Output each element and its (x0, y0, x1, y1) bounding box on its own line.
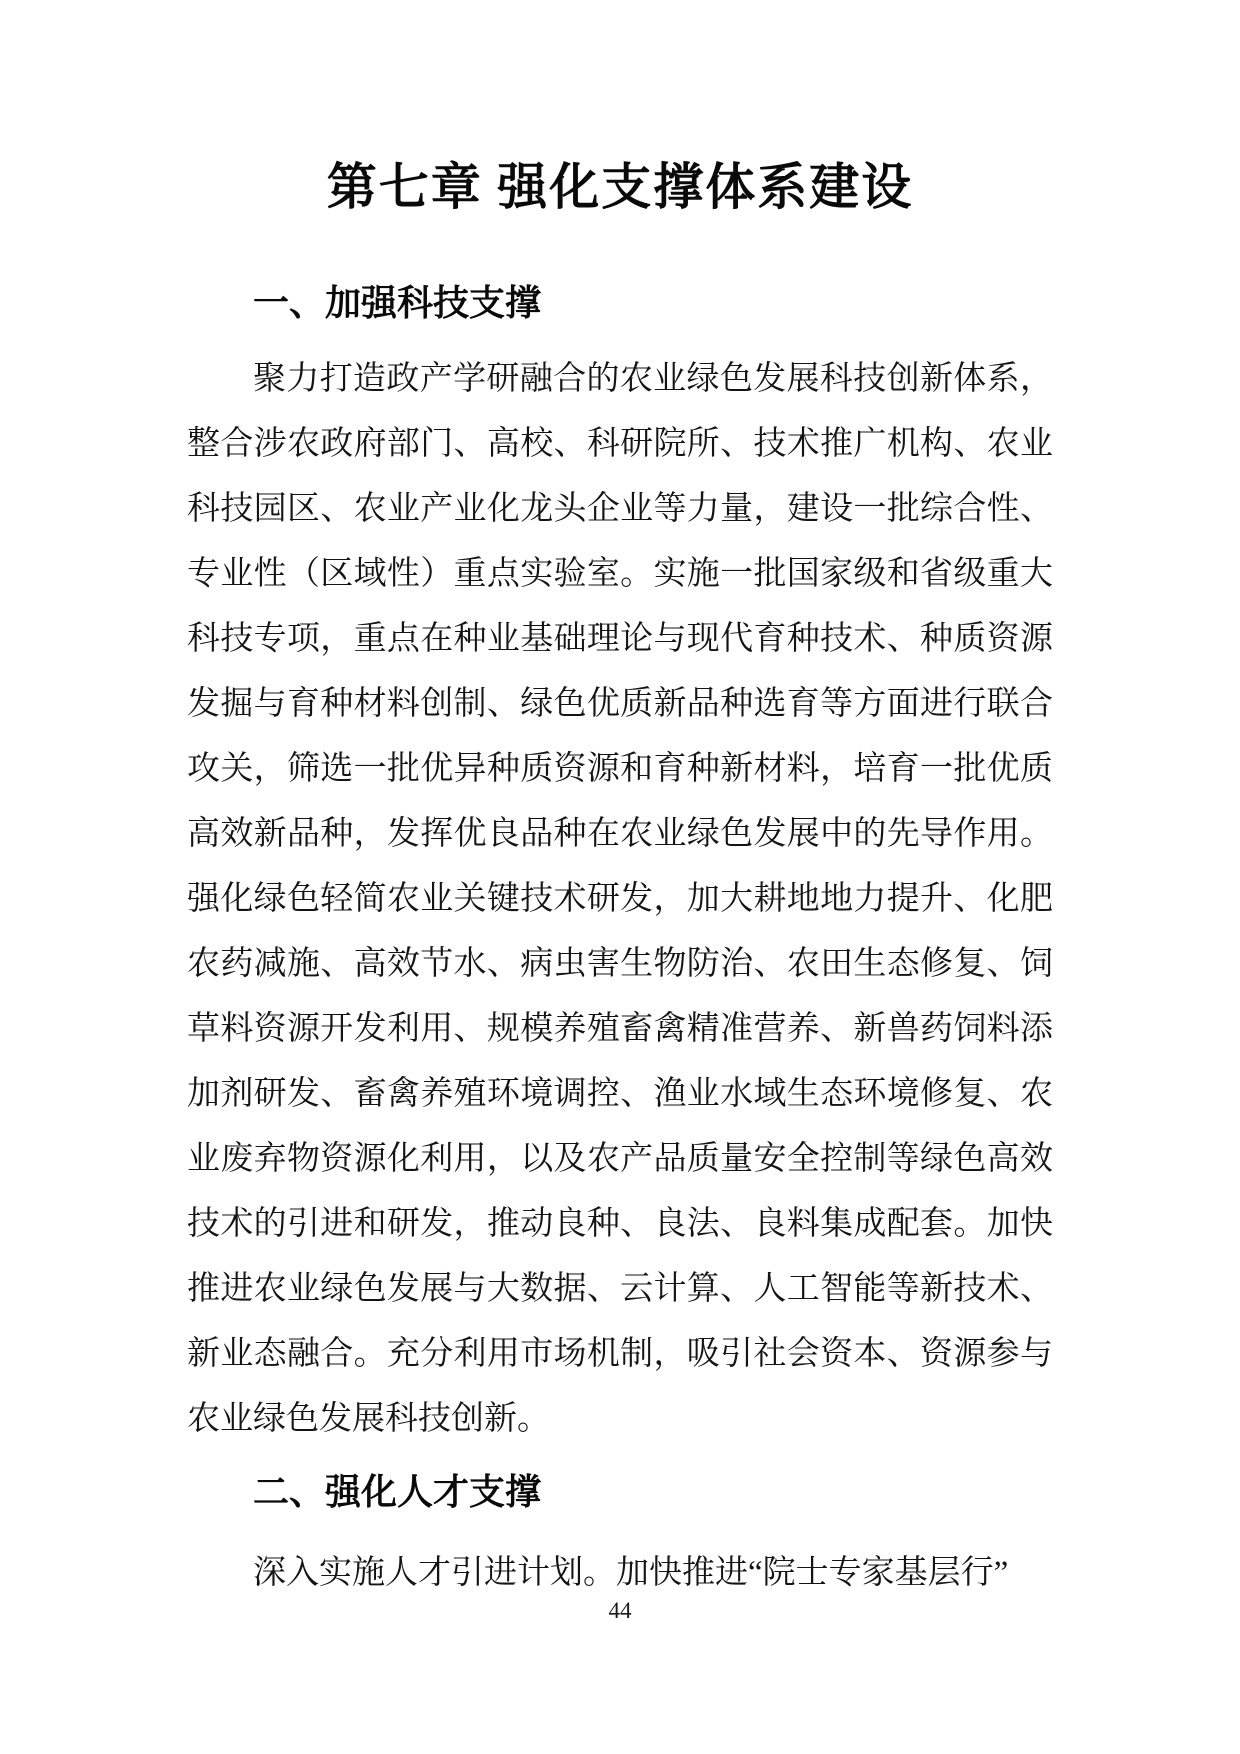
section-2-paragraph: 深入实施人才引进计划。加快推进“院士专家基层行” (253, 1555, 1009, 1592)
section-1-paragraph: 聚力打造政产学研融合的农业绿色发展科技创新体系，整合涉农政府部门、高校、科研院所、技术推广机构、农业科技园区、农业产业化龙头企业等力量，建设一批综合性、专业性（区域性）重点实验室。实施一批国家级和省级重大科技专项，重点在种业基础理论与现代育种技术、种质资源发掘与育种材料创制、绿色优质新品种选育等方面进行联合攻关，筛选一批优异种质资源和育种新材料，培育一批优质高效新品种，发挥优良品种在农业绿色发展中的先导作用。强化绿色轻简农业关键技术研发，加大耕地地力提升、化肥农药减施、高效节水、病虫害生物防治、农田生态修复、饲草料资源开发利用、规模养殖畜禽精准营养、新兽药饲料添加剂研发、畜禽养殖环境调控、渔业水域生态环境修复、农业废弃物资源化利用，以及农产品质量安全控制等绿色高效技术的引进和研发，推动良种、良法、良料集成配套。加快推进农业绿色发展与大数据、云计算、人工智能等新技术、新业态融合。充分利用市场机制，吸引社会资本、资源参与农业绿色发展科技创新。 (187, 360, 1053, 1437)
chapter-title: 第七章 强化支撑体系建设 (326, 159, 914, 215)
section-heading-2: 二、强化人才支撑 (253, 1470, 542, 1512)
page-number: 44 (608, 1598, 632, 1623)
text-column (187, 0, 1053, 1606)
section-heading-1: 一、加强科技支撑 (253, 282, 542, 323)
section-talent-support (187, 1472, 1053, 1607)
section-science-support (187, 283, 1053, 1452)
